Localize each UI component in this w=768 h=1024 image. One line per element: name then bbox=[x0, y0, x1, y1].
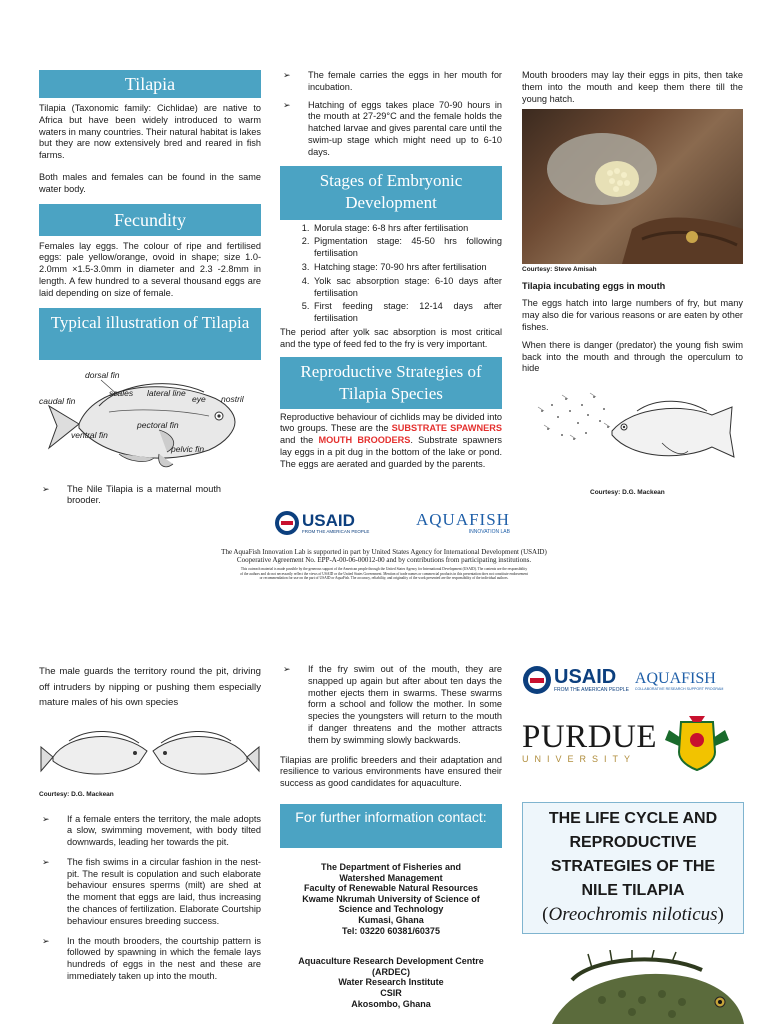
stage-item: 1. Morula stage: 6-8 hrs after fertilisation bbox=[312, 223, 502, 235]
tilapia-heading: Tilapia bbox=[39, 70, 261, 98]
circular-swim-bullet: ➢ The fish swims in a circular fashion in the nest-pit. The result is copulation and such elaborate behaviour ensures sperms (milt) are shed at the moment that eggs are laid, thus increasing the chances of fertilization. Elaborate Courtship behaviour ensures breeding success. bbox=[39, 857, 261, 928]
column-2 bbox=[280, 70, 502, 471]
contact-line: Water Research Institute bbox=[338, 977, 444, 988]
reproductive-text bbox=[280, 412, 502, 471]
aquafish-tagline: INNOVATION LAB bbox=[468, 529, 510, 535]
page2-column-1 bbox=[39, 664, 261, 983]
substrate-spawners-highlight: SUBSTRATE SPAWNERS bbox=[391, 423, 503, 434]
photo-caption: Tilapia incubating eggs in mouth bbox=[522, 281, 666, 292]
usaid-wordmark-2: USAID bbox=[554, 666, 617, 688]
eggs-hatch-text: The eggs hatch into large numbers of fry, but many may also die for various reasons or are eaten by other fishes. bbox=[522, 298, 743, 332]
funding-footer bbox=[120, 548, 648, 581]
aquafish-logo-1 bbox=[416, 511, 510, 535]
nile-tilapia-photo bbox=[522, 950, 744, 1024]
sci-name-italic: Oreochromis niloticus bbox=[548, 904, 718, 925]
usaid-wordmark: USAID bbox=[302, 511, 355, 530]
tilapia-anatomy-illustration bbox=[39, 366, 261, 478]
danger-text: When there is danger (predator) the young fish swim back into the mouth and through the operculum to hide bbox=[522, 339, 743, 374]
usaid-tagline-2: FROM THE AMERICAN PEOPLE bbox=[554, 687, 629, 693]
aquafish-wordmark-2: AQUAFISH bbox=[634, 669, 716, 687]
sci-close-paren: ) bbox=[717, 904, 724, 925]
usaid-tagline: FROM THE AMERICAN PEOPLE bbox=[302, 529, 370, 534]
fish-with-fry-icon bbox=[522, 377, 743, 489]
page2-column-2 bbox=[280, 664, 502, 1009]
footer-line-2: Cooperative Agreement No. EPP-A-00-06-00012-00 and by contributions from participating institutions. bbox=[236, 556, 532, 564]
purdue-university-text: UNIVERSITY bbox=[522, 754, 637, 764]
reproductive-strategies-heading: Reproductive Strategies of Tilapia Species bbox=[280, 357, 502, 409]
stage-item: 3. Hatching stage: 70-90 hrs after fertilisation bbox=[312, 262, 502, 274]
label-ventral-fin: ventral fin bbox=[71, 429, 108, 440]
university-logos bbox=[522, 710, 744, 774]
stage-item: 5. First feeding stage: 12-14 days after fertilisation bbox=[312, 301, 502, 325]
purdue-logo bbox=[522, 720, 657, 764]
hand-holding-fish-icon bbox=[522, 109, 743, 264]
tilapia-text-2: Both males and females can be found in the same water body. bbox=[39, 171, 261, 194]
contact-line: Kwame Nkrumah University of Science of Science and Technology bbox=[302, 893, 480, 915]
label-nostril: nostril bbox=[221, 393, 244, 404]
page2-column-3 bbox=[522, 660, 744, 934]
sci-open-paren: ( bbox=[542, 904, 549, 925]
aquafish-tagline-2: COLLABORATIVE RESEARCH SUPPORT PROGRAM bbox=[634, 686, 724, 691]
usaid-logo-1 bbox=[274, 509, 369, 537]
repro-text-e: . Substrate spawners lay eggs in a pit dug in the bottom of the lake or pond. The eggs are aerated and guarded by the parents. bbox=[280, 435, 502, 469]
repro-text-a: Reproductive behaviour of cichlids may be divided into two groups. These are the bbox=[280, 411, 502, 434]
scientific-name bbox=[533, 903, 733, 927]
fighting-males-illustration bbox=[39, 717, 261, 787]
footer-fine-1: This outreach material is made possible by the generous support of the American people through the United States Agency for International Development (USAID). The contents are the responsibility bbox=[240, 567, 528, 571]
mouth-brooders-text: Mouth brooders may lay their eggs in pits, then take them into the mouth and keep them there till the young hatch. bbox=[522, 70, 743, 104]
contact-line: Tel: 03220 60381/60375 bbox=[342, 925, 440, 936]
footer-line-1: The AquaFish Innovation Lab is supported in part by United States Agency for International Development (USAID) bbox=[221, 548, 547, 556]
title-box bbox=[522, 802, 744, 934]
prolific-breeders-text: Tilapias are prolific breeders and their adaptation and resilience to various environments have ensured their success as good candidates for aquaculture. bbox=[280, 754, 502, 789]
fry-returning-illustration bbox=[522, 377, 743, 489]
contact-line: Aquaculture Research Development Centre (ARDEC) bbox=[298, 956, 484, 977]
fecundity-heading: Fecundity bbox=[39, 204, 261, 236]
tilapia-fish-icon bbox=[522, 950, 744, 1024]
contact-line: Faculty of Renewable Natural Resources bbox=[303, 883, 479, 894]
label-pectoral-fin: pectoral fin bbox=[137, 419, 179, 430]
male-guards-text: The male guards the territory round the pit, driving off intruders by nipping or pushing them especially mature males of his own species bbox=[39, 666, 261, 708]
repro-text-c: and the bbox=[280, 435, 319, 446]
label-pelvic-fin: pelvic fin bbox=[171, 443, 205, 454]
stages-list bbox=[280, 223, 502, 325]
spawning-bullet: ➢ In the mouth brooders, the courtship pattern is followed by spawning in which the female lays hundreds of eggs in the nest and these are immediately taken up into the mouth. bbox=[39, 936, 261, 983]
contact-line: Kumasi, Ghana bbox=[358, 914, 424, 925]
column-1 bbox=[39, 70, 261, 507]
contact-block-1 bbox=[280, 862, 502, 936]
label-lateral-line: lateral line bbox=[147, 387, 186, 398]
knust-crest-icon bbox=[663, 712, 731, 772]
footer-fine-3: or recommendation for use on the part of USAID or AquaFish. The accuracy, reliability, and originality of the work presented are the responsibility of the individual authors. bbox=[259, 576, 509, 580]
hatching-bullet: ➢ Hatching of eggs takes place 70-90 hours in the mouth at 27-29°C and the female holds the hatched larvae and gives parental care until the swim-up stage which might need up to 6-10 days. bbox=[280, 100, 502, 159]
label-caudal-fin: caudal fin bbox=[39, 395, 76, 406]
contact-line: Akosombo, Ghana bbox=[351, 998, 431, 1009]
usaid-seal-icon bbox=[522, 665, 552, 695]
stages-heading: Stages of Embryonic Development bbox=[280, 166, 502, 220]
brochure-title: THE LIFE CYCLE AND REPRODUCTIVE STRATEGIES OF THE NILE TILAPIA bbox=[548, 810, 718, 899]
female-enters-bullet: ➢ If a female enters the territory, the male adopts a slow, swimming movement, with body tilted downwards, leading her towards the pit. bbox=[39, 814, 261, 849]
mouth-brooders-highlight: MOUTH BROODERS bbox=[318, 435, 411, 446]
stages-text: The period after yolk sac absorption is most critical and the type of feed fed to the fry is very important. bbox=[280, 326, 502, 349]
maternal-brooder-bullet: ➢ The Nile Tilapia is a maternal mouth brooder. bbox=[39, 484, 261, 508]
illustration-heading: Typical illustration of Tilapia bbox=[39, 308, 261, 360]
tilapia-text: Tilapia (Taxonomic family: Cichlidae) are native to Africa but have been widely introduced to warm waters in many countries. Their natural habitat is lakes but they are now extensively bred and reared in fish farms. bbox=[39, 103, 261, 161]
photo-credit: Courtesy: Steve Amisah bbox=[522, 266, 597, 274]
label-scales: scales bbox=[109, 387, 134, 398]
contact-line: CSIR bbox=[380, 987, 402, 998]
label-eye: eye bbox=[192, 393, 206, 404]
incubation-bullet: ➢ The female carries the eggs in her mouth for incubation. bbox=[280, 70, 502, 94]
stage-item: 4. Yolk sac absorption stage: 6-10 days after fertilisation bbox=[312, 276, 502, 300]
fry-swim-bullet: ➢ If the fry swim out of the mouth, they are snapped up again but after about ten days the mother ejects them in swarms. These swarms form a school and follow the mother. In some species the youngsters will return to the mouth if danger threatens and the mother attracts them by swimming slowly backwards. bbox=[280, 664, 502, 747]
contact-line: The Department of Fisheries and Watershed Management bbox=[320, 861, 462, 883]
label-dorsal-fin: dorsal fin bbox=[85, 369, 120, 380]
mackean-credit: Courtesy: D.G. Mackean bbox=[39, 790, 114, 798]
contact-block-2 bbox=[280, 956, 502, 1009]
usaid-seal-icon bbox=[274, 510, 300, 536]
aquafish-wordmark: AQUAFISH bbox=[416, 510, 510, 529]
logo-row bbox=[522, 660, 744, 700]
incubating-eggs-photo bbox=[522, 109, 743, 264]
purdue-wordmark: PURDUE bbox=[522, 719, 658, 755]
footer-fine-2: of the authors and do not necessarily reflect the views of USAID or the United States Government. Mention of trade names or commercial products in this presentation does not constitute endorsement bbox=[240, 571, 528, 576]
drawing-credit: Courtesy: D.G. Mackean bbox=[590, 489, 665, 497]
stage-item: 2. Pigmentation stage: 45-50 hrs following fertilisation bbox=[312, 236, 502, 260]
two-fish-icon bbox=[39, 717, 261, 787]
contact-heading: For further information contact: bbox=[280, 804, 502, 848]
column-3 bbox=[522, 70, 743, 496]
fecundity-text: Females lay eggs. The colour of ripe and fertilised eggs: pale yellow/orange, ovoid in shape; size 1.0-2.0mm ×1.5-3.0mm in diameter and 2.3 -2.8mm in length. A few hundred to a several thousand eggs are laid depending on size of female. bbox=[39, 240, 261, 298]
